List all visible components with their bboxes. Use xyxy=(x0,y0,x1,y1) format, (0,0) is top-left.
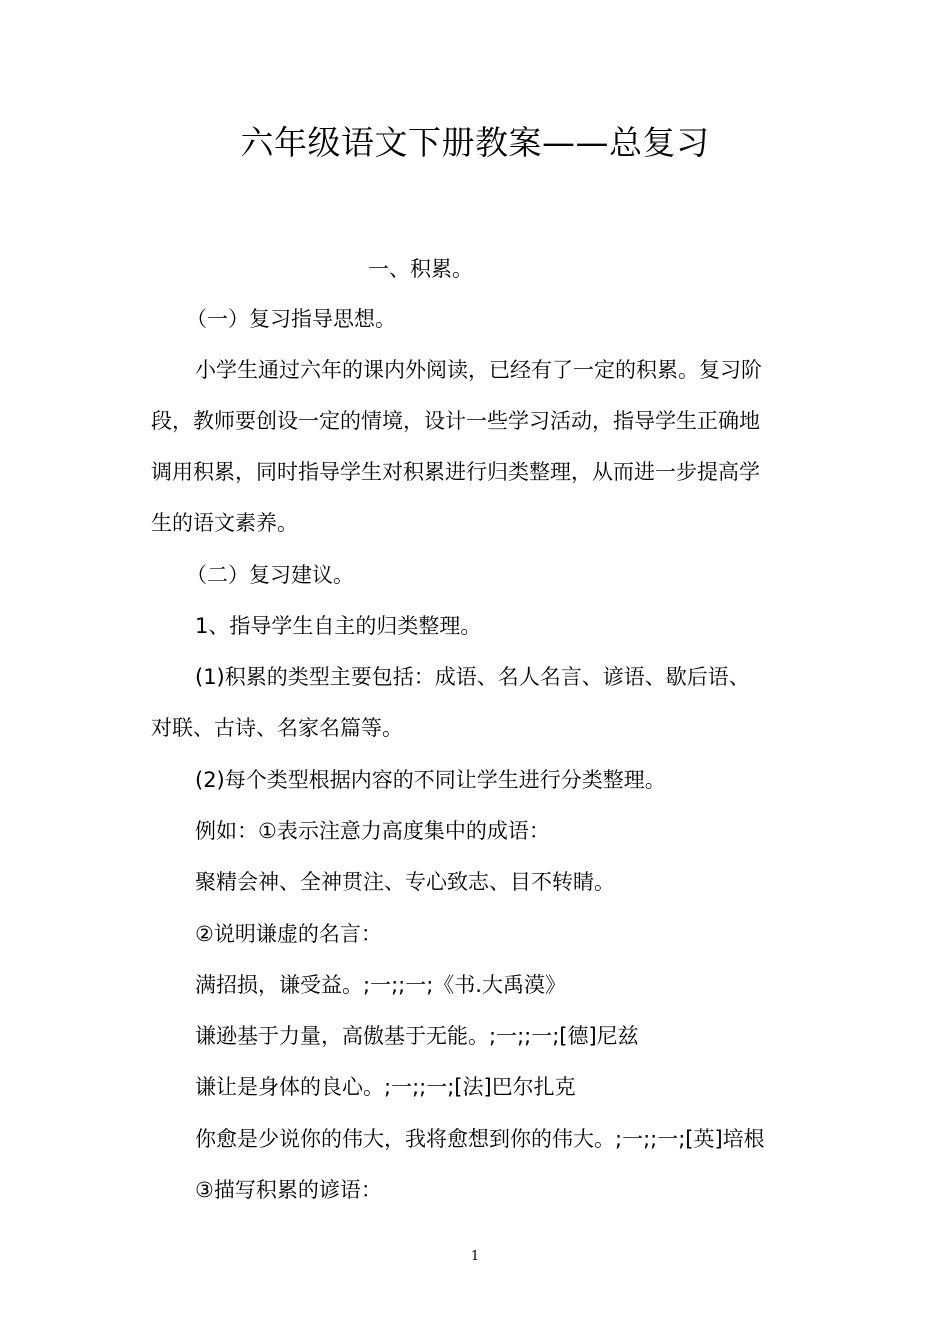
paragraph-line: 调用积累，同时指导学生对积累进行归类整理，从而进一步提高学 xyxy=(151,460,760,484)
example-heading: 例如：①表示注意力高度集中的成语： xyxy=(195,819,550,843)
section-heading-accumulation: 一、积累。 xyxy=(368,257,473,281)
quote-line: 谦让是身体的良心。;一;;一;[法]巴尔扎克 xyxy=(195,1075,576,1099)
list-item: 1、指导学生自主的归类整理。 xyxy=(195,614,482,638)
example-heading: ③描写积累的谚语： xyxy=(195,1178,382,1202)
paragraph-line: (2)每个类型根据内容的不同让学生进行分类整理。 xyxy=(195,768,666,792)
page-title: 六年级语文下册教案——总复习 xyxy=(240,123,710,162)
example-line: 聚精会神、全神贯注、专心致志、目不转睛。 xyxy=(195,870,615,894)
paragraph-line: 段，教师要创设一定的情境，设计一些学习活动，指导学生正确地 xyxy=(151,409,760,433)
example-heading: ②说明谦虚的名言： xyxy=(195,922,382,946)
quote-line: 你愈是少说你的伟大，我将愈想到你的伟大。;一;;一;[英]培根 xyxy=(195,1127,765,1151)
paragraph-line: 生的语文素养。 xyxy=(151,511,298,535)
quote-line: 满招损，谦受益。;一;;一;《书.大禹漠》 xyxy=(195,973,566,997)
page-number: 1 xyxy=(470,1249,480,1264)
quote-line: 谦逊基于力量，高傲基于无能。;一;;一;[德]尼兹 xyxy=(195,1024,639,1048)
paragraph-line: (1)积累的类型主要包括：成语、名人名言、谚语、歇后语、 xyxy=(195,665,750,689)
paragraph-line: 小学生通过六年的课内外阅读，已经有了一定的积累。复习阶 xyxy=(195,358,762,382)
subsection-heading-suggestions: （二）复习建议。 xyxy=(186,563,354,587)
subsection-heading-guiding-thought: （一）复习指导思想。 xyxy=(186,307,396,331)
paragraph-line: 对联、古诗、名家名篇等。 xyxy=(151,716,403,740)
